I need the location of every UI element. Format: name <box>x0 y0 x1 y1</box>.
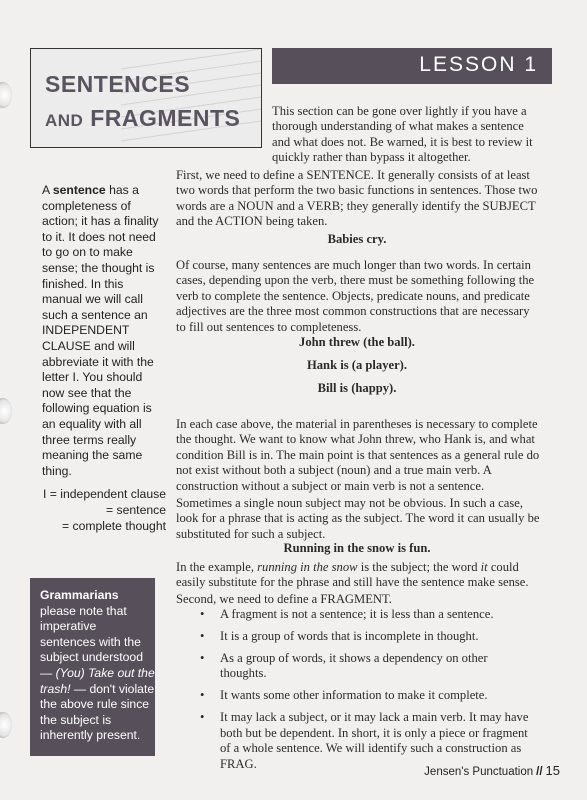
noun-subject-paragraph: Sometimes a single noun subject may not be obvious. In such a case, look for a phrase that is acting as the subject. The word it can usually be substituted for such a subject. <box>176 496 540 541</box>
equation-line-3: = complete thought <box>61 519 166 533</box>
grammarians-text: please note that imperative sentences with the subject understood — <box>40 603 143 680</box>
definition-prefix: A <box>42 183 53 197</box>
list-item: • It is a group of words that is incomplete in thought. <box>200 629 536 644</box>
title-line-2 <box>45 105 240 132</box>
grammarians-heading: Grammarians <box>40 588 119 602</box>
footer-slashes: // <box>536 766 543 778</box>
longer-sentences-paragraph: Of course, many sentences are much longer than two words. In certain cases, depending upon the verb, there must be something following the verb to complete the sentence. Objects, predicate nouns, and predicate adjectives are the three most common constructions that are necessary to fill out sentences to completeness. <box>176 258 535 334</box>
intro-paragraph: This section can be gone over lightly if you have a thorough understanding of what makes a sentence and what does not. Be warned, it is best to review it quickly rather than bypass it altogether. <box>272 104 533 165</box>
title-and: AND <box>45 111 84 130</box>
list-item: • It wants some other information to make it complete. <box>200 688 536 703</box>
lesson-number: LESSON 1 <box>419 53 538 76</box>
binder-hole-middle <box>0 398 12 424</box>
example-explanation-paragraph: In the example, running in the snow is the subject; the word it could easily substitute for the phrase and still have the sentence make sense. <box>176 560 529 590</box>
equation-block <box>34 486 166 534</box>
binder-hole-bottom <box>0 712 12 738</box>
title-watermark <box>31 49 261 147</box>
page-number: 15 <box>545 763 560 778</box>
definition-term: sentence <box>52 183 106 197</box>
fragment-intro: Second, we need to define a FRAGMENT. <box>176 592 392 606</box>
parentheses-explanation-paragraph: In each case above, the material in parentheses is necessary to complete the thought. We want to know what John threw, who Hank is, and what condition Bill is in. The main point is that sentences as a general rule do not exist without both a subject (noun) and a true main verb. A construction without a subject or main verb is not a sentence. <box>176 417 540 493</box>
lesson-title-box <box>30 48 262 148</box>
fragment-bullet-list <box>200 607 536 779</box>
title-line-1: SENTENCES <box>45 71 191 97</box>
equation-line-1: I = independent clause <box>43 487 166 501</box>
list-item: • A fragment is not a sentence; it is less than a sentence. <box>200 607 536 622</box>
example-bill-is: Bill is (happy). <box>317 381 397 395</box>
page-footer <box>400 763 560 778</box>
example-john-threw: John threw (the ball). <box>299 335 415 349</box>
sentence-definition-paragraph: First, we need to define a SENTENCE. It generally consists of at least two words that perform the two basic functions in sentences. Those two words are a NOUN and a VERB; they generally identify the SUBJECT and the ACTION being taken. <box>176 168 538 229</box>
grammarians-example: (You) Take out the trash! <box>40 665 155 696</box>
example-running-in-snow: Running in the snow is fun. <box>283 541 431 555</box>
list-item: • It may lack a subject, or it may lack a main verb. It may have both but be dependent. In short, it is only a piece or fragment of a whole sentence. We will identify such a construction as FRAG. <box>200 710 536 772</box>
binder-hole-top <box>0 82 12 108</box>
list-item: • As a group of words, it shows a dependency on other thoughts. <box>200 651 536 682</box>
lesson-banner <box>272 48 552 84</box>
definition-body: has a completeness of action; it has a finality to it. It does not need to go on to make sense; the thought is finished. In this manual we will call such a sentence an INDEPENDENT CLAUSE and will abbreviate it with the letter I. You should now see that the following equation is an equality with all three terms really meaning the same thing. <box>42 183 159 478</box>
book-title: Jensen's Punctuation <box>424 766 534 778</box>
title-fragments: FRAGMENTS <box>90 105 241 131</box>
grammarians-conclusion: — don't violate the above rule since the subject is inherently present. <box>40 681 155 743</box>
example-babies-cry: Babies cry. <box>327 232 387 246</box>
grammarians-note-box <box>30 578 155 756</box>
sentence-definition-sidebar <box>42 183 166 479</box>
example-hank-is: Hank is (a player). <box>306 358 408 372</box>
equation-line-2: = sentence <box>106 503 166 517</box>
